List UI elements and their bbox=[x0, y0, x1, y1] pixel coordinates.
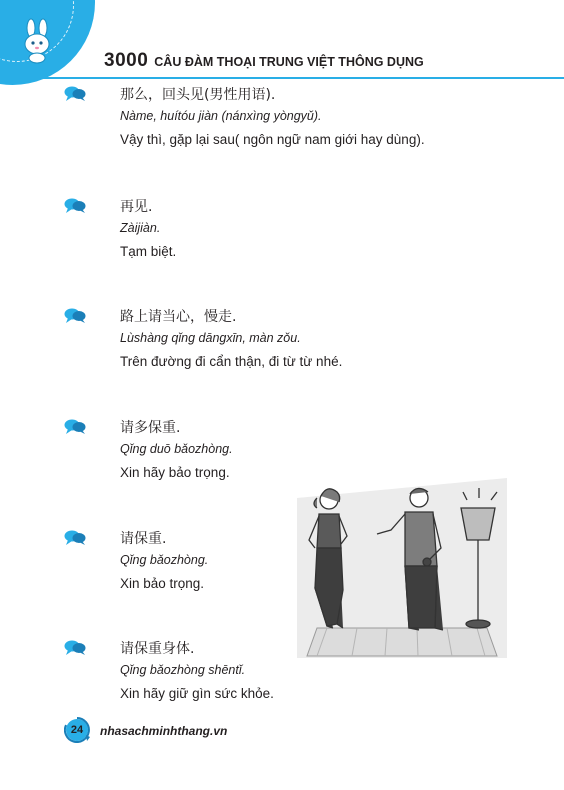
chinese-text: 请保重身体. bbox=[120, 641, 195, 657]
speech-bubble-icon bbox=[64, 530, 86, 546]
vietnamese-text: Xin hãy giữ gìn sức khỏe. bbox=[120, 686, 274, 701]
website-text: nhasachminhthang.vn bbox=[100, 724, 228, 738]
pinyin-text: Qǐng bǎozhòng. bbox=[120, 553, 209, 567]
page-number: 24 bbox=[70, 724, 84, 736]
speech-bubble-icon bbox=[64, 308, 86, 324]
speech-bubble-icon bbox=[64, 640, 86, 656]
pinyin-text: Qǐng bǎozhòng shēntǐ. bbox=[120, 663, 246, 677]
pinyin-text: Lùshàng qǐng dāngxīn, màn zǒu. bbox=[120, 331, 301, 345]
book-number: 3000 bbox=[104, 50, 149, 71]
vietnamese-text: Tạm biệt. bbox=[120, 244, 177, 259]
chinese-text: 那么，回头见(男性用语). bbox=[120, 87, 276, 103]
conversation-illustration bbox=[297, 478, 507, 658]
book-title: CÂU ĐÀM THOẠI TRUNG VIỆT THÔNG DỤNG bbox=[154, 55, 424, 69]
chinese-text: 路上请当心，慢走. bbox=[120, 309, 237, 325]
speech-bubble-icon bbox=[64, 198, 86, 214]
speech-bubble-icon bbox=[64, 86, 86, 102]
pinyin-text: Nàme, huítóu jiàn (nánxìng yòngyǔ). bbox=[120, 109, 322, 123]
page-header bbox=[104, 50, 424, 72]
chinese-text: 再见. bbox=[120, 199, 153, 215]
vietnamese-text: Trên đường đi cẩn thận, đi từ từ nhé. bbox=[120, 354, 343, 369]
vietnamese-text: Vậy thì, gặp lại sau( ngôn ngữ nam giới hay dùng). bbox=[120, 132, 425, 147]
pinyin-text: Zàijiàn. bbox=[120, 221, 161, 235]
chinese-text: 请多保重. bbox=[120, 420, 181, 436]
pinyin-text: Qǐng duō bǎozhòng. bbox=[120, 442, 233, 456]
speech-bubble-icon bbox=[64, 419, 86, 435]
vietnamese-text: Xin hãy bảo trọng. bbox=[120, 465, 230, 480]
header-rule bbox=[0, 77, 564, 79]
chinese-text: 请保重. bbox=[120, 531, 167, 547]
bunny-mascot-icon bbox=[14, 18, 60, 64]
vietnamese-text: Xin bảo trọng. bbox=[120, 576, 205, 591]
